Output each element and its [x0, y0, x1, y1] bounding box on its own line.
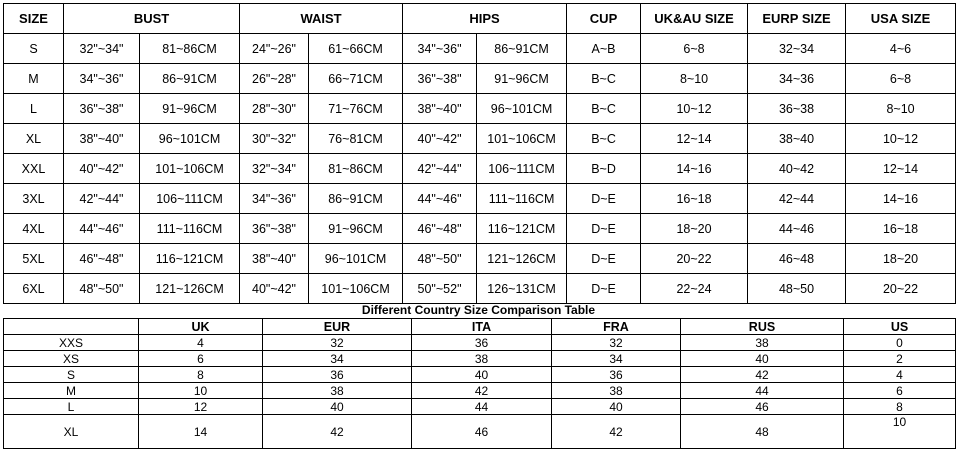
header-us: US [844, 319, 956, 335]
size-value-cell: B~C [567, 64, 641, 94]
comparison-value-cell: 44 [681, 383, 844, 399]
size-value-cell: 34"~36" [403, 34, 477, 64]
size-value-cell: 38"~40" [403, 94, 477, 124]
size-value-cell: 36"~38" [403, 64, 477, 94]
size-value-cell: 96~101CM [140, 124, 240, 154]
header-uk: UK [139, 319, 263, 335]
comparison-value-cell: 32 [263, 335, 412, 351]
size-value-cell: 32~34 [748, 34, 846, 64]
size-value-cell: 12~14 [846, 154, 956, 184]
size-value-cell: 44"~46" [64, 214, 140, 244]
size-value-cell: 38~40 [748, 124, 846, 154]
size-value-cell: 38"~40" [240, 244, 309, 274]
header-usa-size: USA SIZE [846, 4, 956, 34]
size-value-cell: 106~111CM [140, 184, 240, 214]
size-value-cell: 106~111CM [477, 154, 567, 184]
comparison-value-cell: 34 [263, 351, 412, 367]
size-value-cell: 32"~34" [240, 154, 309, 184]
size-label-cell: M [4, 64, 64, 94]
size-label-cell: L [4, 94, 64, 124]
size-value-cell: 86~91CM [477, 34, 567, 64]
comparison-value-cell: 36 [552, 367, 681, 383]
comparison-value-cell: 2 [844, 351, 956, 367]
comparison-value-cell: 34 [552, 351, 681, 367]
header-eur: EUR [263, 319, 412, 335]
size-label-cell: 6XL [4, 274, 64, 304]
comparison-value-cell: 0 [844, 335, 956, 351]
size-value-cell: 14~16 [846, 184, 956, 214]
size-value-cell: 38"~40" [64, 124, 140, 154]
comparison-value-cell: 40 [263, 399, 412, 415]
size-label-cell: 3XL [4, 184, 64, 214]
comparison-value-cell: 36 [263, 367, 412, 383]
size-value-cell: 91~96CM [309, 214, 403, 244]
header-uk-au-size: UK&AU SIZE [641, 4, 748, 34]
comparison-value-cell: 40 [681, 351, 844, 367]
comparison-value-cell: 46 [681, 399, 844, 415]
size-label-cell: S [4, 34, 64, 64]
size-value-cell: 116~121CM [477, 214, 567, 244]
comparison-value-cell: 8 [844, 399, 956, 415]
size-value-cell: 42"~44" [403, 154, 477, 184]
size-value-cell: 34"~36" [240, 184, 309, 214]
size-value-cell: 91~96CM [477, 64, 567, 94]
size-value-cell: 126~131CM [477, 274, 567, 304]
header-waist: WAIST [240, 4, 403, 34]
comparison-value-cell: 4 [844, 367, 956, 383]
comparison-value-cell: 38 [412, 351, 552, 367]
size-value-cell: D~E [567, 274, 641, 304]
comparison-value-cell: 10 [844, 415, 956, 449]
size-value-cell: D~E [567, 184, 641, 214]
comparison-size-cell: M [4, 383, 139, 399]
size-row [4, 124, 956, 154]
size-chart-table [3, 3, 956, 304]
size-chart-header-row [4, 4, 956, 34]
comparison-row [4, 383, 956, 399]
comparison-size-cell: XL [4, 415, 139, 449]
size-label-cell: XL [4, 124, 64, 154]
size-value-cell: 14~16 [641, 154, 748, 184]
size-row [4, 34, 956, 64]
size-value-cell: 86~91CM [140, 64, 240, 94]
size-value-cell: 44~46 [748, 214, 846, 244]
size-value-cell: 34"~36" [64, 64, 140, 94]
header-cup: CUP [567, 4, 641, 34]
size-value-cell: 48"~50" [64, 274, 140, 304]
comparison-value-cell: 42 [681, 367, 844, 383]
size-value-cell: 18~20 [641, 214, 748, 244]
size-value-cell: 40~42 [748, 154, 846, 184]
size-row [4, 64, 956, 94]
size-value-cell: D~E [567, 214, 641, 244]
size-label-cell: 4XL [4, 214, 64, 244]
size-value-cell: 40"~42" [403, 124, 477, 154]
comparison-row [4, 367, 956, 383]
comparison-row [4, 351, 956, 367]
size-value-cell: 111~116CM [477, 184, 567, 214]
size-value-cell: 8~10 [846, 94, 956, 124]
comparison-value-cell: 4 [139, 335, 263, 351]
comparison-size-cell: S [4, 367, 139, 383]
size-value-cell: 81~86CM [309, 154, 403, 184]
comparison-row [4, 399, 956, 415]
comparison-value-cell: 40 [412, 367, 552, 383]
size-value-cell: B~C [567, 124, 641, 154]
size-value-cell: 71~76CM [309, 94, 403, 124]
size-value-cell: 22~24 [641, 274, 748, 304]
comparison-row [4, 415, 956, 449]
header-bust: BUST [64, 4, 240, 34]
size-value-cell: 36~38 [748, 94, 846, 124]
header-fra: FRA [552, 319, 681, 335]
comparison-value-cell: 38 [552, 383, 681, 399]
comparison-value-cell: 38 [263, 383, 412, 399]
comparison-value-cell: 8 [139, 367, 263, 383]
size-row [4, 214, 956, 244]
comparison-value-cell: 6 [844, 383, 956, 399]
size-label-cell: 5XL [4, 244, 64, 274]
header-rus: RUS [681, 319, 844, 335]
comparison-header-row [4, 319, 956, 335]
comparison-table-title: Different Country Size Comparison Table [361, 303, 596, 317]
size-value-cell: 61~66CM [309, 34, 403, 64]
comparison-value-cell: 14 [139, 415, 263, 449]
size-row [4, 274, 956, 304]
size-row [4, 154, 956, 184]
size-value-cell: 6~8 [846, 64, 956, 94]
size-value-cell: 40"~42" [240, 274, 309, 304]
size-value-cell: 48~50 [748, 274, 846, 304]
comparison-value-cell: 46 [412, 415, 552, 449]
size-value-cell: 10~12 [846, 124, 956, 154]
size-value-cell: 76~81CM [309, 124, 403, 154]
size-value-cell: 66~71CM [309, 64, 403, 94]
size-value-cell: 20~22 [846, 274, 956, 304]
size-value-cell: 111~116CM [140, 214, 240, 244]
size-value-cell: 96~101CM [309, 244, 403, 274]
size-value-cell: 46~48 [748, 244, 846, 274]
size-value-cell: 16~18 [641, 184, 748, 214]
comparison-value-cell: 44 [412, 399, 552, 415]
comparison-size-cell: XS [4, 351, 139, 367]
country-comparison-table [3, 318, 956, 449]
size-value-cell: 116~121CM [140, 244, 240, 274]
size-value-cell: 36"~38" [64, 94, 140, 124]
comparison-row [4, 335, 956, 351]
comparison-value-cell: 42 [412, 383, 552, 399]
comparison-size-cell: L [4, 399, 139, 415]
size-value-cell: 12~14 [641, 124, 748, 154]
comparison-value-cell: 32 [552, 335, 681, 351]
size-value-cell: 96~101CM [477, 94, 567, 124]
size-value-cell: 86~91CM [309, 184, 403, 214]
comparison-value-cell: 48 [681, 415, 844, 449]
size-value-cell: 101~106CM [477, 124, 567, 154]
size-label-cell: XXL [4, 154, 64, 184]
size-value-cell: 42"~44" [64, 184, 140, 214]
comparison-value-cell: 10 [139, 383, 263, 399]
size-value-cell: 8~10 [641, 64, 748, 94]
size-value-cell: 40"~42" [64, 154, 140, 184]
header-hips: HIPS [403, 4, 567, 34]
size-value-cell: 101~106CM [140, 154, 240, 184]
comparison-value-cell: 38 [681, 335, 844, 351]
size-value-cell: 18~20 [846, 244, 956, 274]
header-eurp-size: EURP SIZE [748, 4, 846, 34]
size-value-cell: 42~44 [748, 184, 846, 214]
size-value-cell: 28"~30" [240, 94, 309, 124]
size-value-cell: 30"~32" [240, 124, 309, 154]
size-value-cell: 101~106CM [309, 274, 403, 304]
size-value-cell: 50"~52" [403, 274, 477, 304]
header-blank [4, 319, 139, 335]
comparison-value-cell: 42 [263, 415, 412, 449]
size-value-cell: A~B [567, 34, 641, 64]
size-value-cell: 46"~48" [64, 244, 140, 274]
size-row [4, 184, 956, 214]
size-value-cell: 48"~50" [403, 244, 477, 274]
size-value-cell: 26"~28" [240, 64, 309, 94]
size-value-cell: 121~126CM [140, 274, 240, 304]
size-value-cell: 32"~34" [64, 34, 140, 64]
comparison-value-cell: 36 [412, 335, 552, 351]
comparison-value-cell: 6 [139, 351, 263, 367]
size-row [4, 244, 956, 274]
size-value-cell: B~D [567, 154, 641, 184]
size-row [4, 94, 956, 124]
header-ita: ITA [412, 319, 552, 335]
size-value-cell: D~E [567, 244, 641, 274]
size-chart-body [4, 34, 956, 304]
size-value-cell: 121~126CM [477, 244, 567, 274]
size-value-cell: 91~96CM [140, 94, 240, 124]
size-value-cell: 34~36 [748, 64, 846, 94]
comparison-value-cell: 40 [552, 399, 681, 415]
header-size: SIZE [4, 4, 64, 34]
size-value-cell: 36"~38" [240, 214, 309, 244]
comparison-value-cell: 12 [139, 399, 263, 415]
size-value-cell: 10~12 [641, 94, 748, 124]
comparison-body [4, 335, 956, 449]
size-value-cell: 6~8 [641, 34, 748, 64]
comparison-value-cell: 42 [552, 415, 681, 449]
size-value-cell: 4~6 [846, 34, 956, 64]
size-value-cell: B~C [567, 94, 641, 124]
comparison-size-cell: XXS [4, 335, 139, 351]
size-value-cell: 16~18 [846, 214, 956, 244]
size-value-cell: 81~86CM [140, 34, 240, 64]
size-value-cell: 44"~46" [403, 184, 477, 214]
size-value-cell: 46"~48" [403, 214, 477, 244]
size-value-cell: 20~22 [641, 244, 748, 274]
size-value-cell: 24"~26" [240, 34, 309, 64]
